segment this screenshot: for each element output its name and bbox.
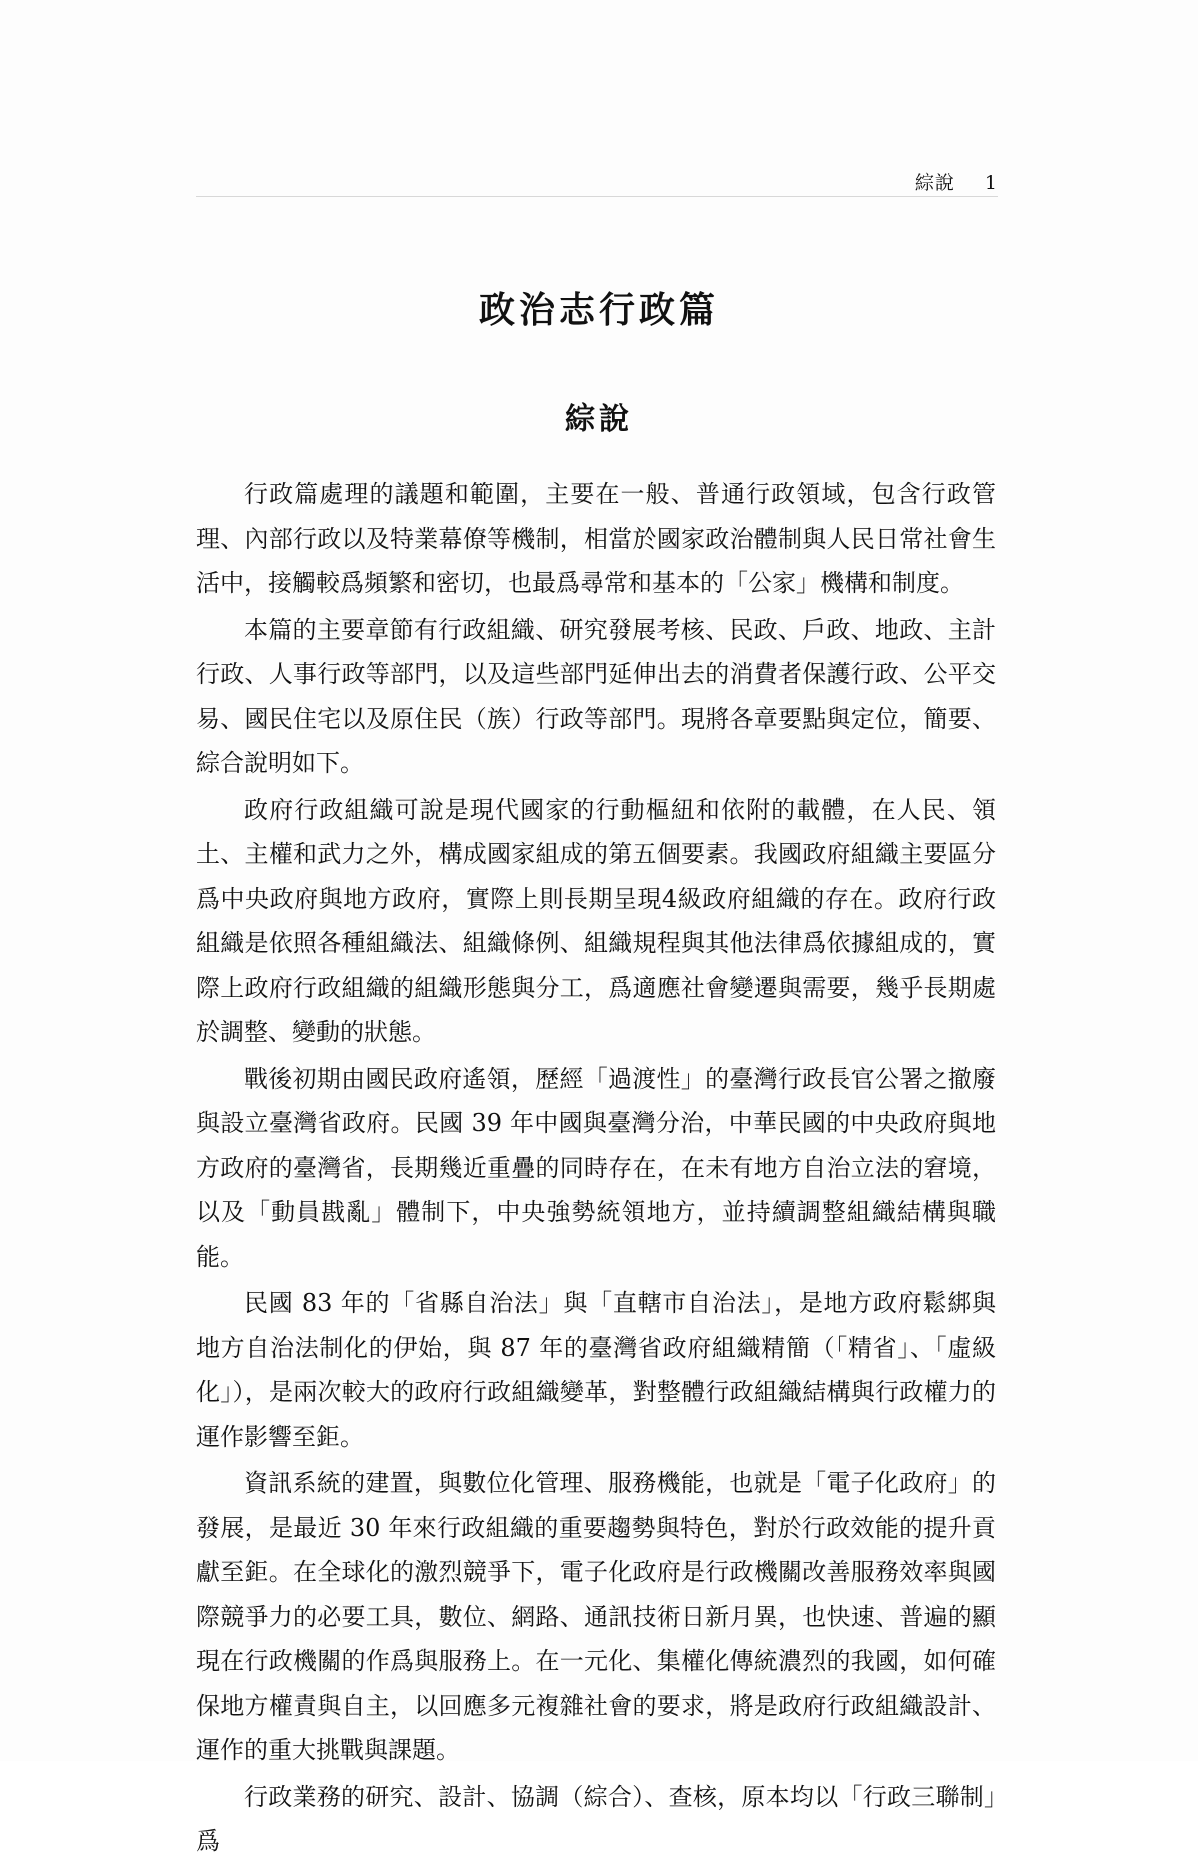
section-heading: 綜說 xyxy=(565,402,633,437)
paragraph: 行政業務的研究、設計、協調（綜合）、查核，原本均以「行政三聯制」爲 xyxy=(196,1782,996,1855)
body-text xyxy=(196,472,996,1866)
page-number: 1 xyxy=(984,172,998,194)
paragraph: 民國 83 年的「省縣自治法」與「直轄市自治法」，是地方政府鬆綁與地方自治法制化的伊始，與 87 年的臺灣省政府組織精簡（「精省」、「虛級化」），是兩次較大的政府行政組織變革，對整體行政組織結構與行政權力的運作影響至鉅。 xyxy=(196,1289,996,1451)
paragraph: 本篇的主要章節有行政組織、研究發展考核、民政、戶政、地政、主計行政、人事行政等部門，以及這些部門延伸出去的消費者保護行政、公平交易、國民住宅以及原住民（族）行政等部門。現將各章要點與定位，簡要、綜合說明如下。 xyxy=(196,615,996,777)
paragraph: 行政篇處理的議題和範圍，主要在一般、普通行政領域，包含行政管理、內部行政以及特業幕僚等機制，相當於國家政治體制與人民日常社會生活中，接觸較爲頻繁和密切，也最爲尋常和基本的「公家」機構和制度。 xyxy=(196,480,996,597)
page-title: 政治志行政篇 xyxy=(478,289,719,331)
paragraph: 戰後初期由國民政府遙領，歷經「過渡性」的臺灣行政長官公署之撤廢與設立臺灣省政府。民國 39 年中國與臺灣分治，中華民國的中央政府與地方政府的臺灣省，長期幾近重疊的同時存在，在未有地方自治立法的窘境，以及「動員戡亂」體制下，中央強勢統領地方，並持續調整組織結構與職能。 xyxy=(196,1064,996,1271)
header-section: 綜說 xyxy=(914,172,955,194)
paragraph: 政府行政組織可說是現代國家的行動樞紐和依附的載體，在人民、領土、主權和武力之外，構成國家組成的第五個要素。我國政府組織主要區分爲中央政府與地方政府，實際上則長期呈現4級政府組織的存在。政府行政組織是依照各種組織法、組織條例、組織規程與其他法律爲依據組成的，實際上政府行政組織的組織形態與分工，爲適應社會變遷與需要，幾乎長期處於調整、變動的狀態。 xyxy=(196,795,996,1046)
running-header xyxy=(915,168,998,195)
header-rule xyxy=(196,196,998,197)
paragraph: 資訊系統的建置，與數位化管理、服務機能，也就是「電子化政府」的發展，是最近 30 年來行政組織的重要趨勢與特色，對於行政效能的提升貢獻至鉅。在全球化的激烈競爭下，電子化政府是行政機關改善服務效率與國際競爭力的必要工具，數位、網路、通訊技術日新月異，也快速、普遍的顯現在行政機關的作爲與服務上。在一元化、集權化傳統濃烈的我國，如何確保地方權責與自主，以回應多元複雜社會的要求，將是政府行政組織設計、運作的重大挑戰與課題。 xyxy=(196,1469,996,1764)
